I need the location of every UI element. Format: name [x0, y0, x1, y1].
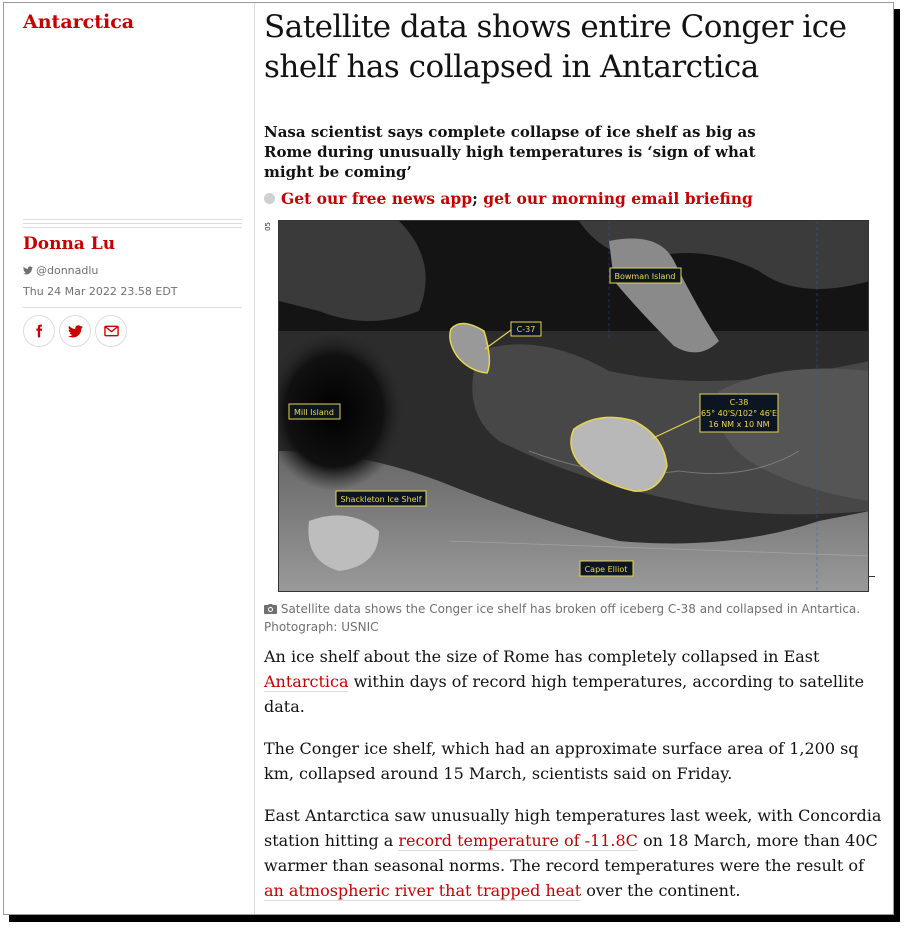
paragraph: The Conger ice shelf, which had an approximate surface area of 1,200 sq km, collapsed around 15 March, scientists said on Friday.	[264, 739, 859, 783]
divider	[23, 307, 242, 308]
svg-text:65° 40'S/102° 46'E: 65° 40'S/102° 46'E	[700, 409, 778, 418]
caption-text: Satellite data shows the Conger ice shelf has broken off iceberg C-38 and collapsed in Antartica.	[280, 602, 861, 616]
bullet-icon	[264, 193, 275, 204]
image-caption	[264, 600, 889, 636]
label-bowman-island	[610, 268, 681, 283]
facebook-icon	[32, 324, 46, 338]
headline: Satellite data shows entire Conger ice shelf has collapsed in Antarctica	[264, 9, 847, 85]
twitter-icon	[68, 325, 83, 338]
svg-text:C-37: C-37	[516, 325, 536, 334]
section-link[interactable]: Antarctica	[23, 11, 135, 33]
satellite-map	[279, 221, 869, 592]
satellite-image[interactable]	[278, 220, 869, 592]
author-name[interactable]: Donna Lu	[23, 234, 116, 254]
twitter-handle-text: @donnadlu	[36, 264, 99, 277]
svg-text:Cape Elliot: Cape Elliot	[584, 565, 628, 574]
share-twitter-button[interactable]	[59, 315, 91, 347]
atmospheric-river-link[interactable]: an atmospheric river that trapped heat	[264, 881, 582, 900]
meta-divider	[23, 219, 242, 231]
app-promo	[264, 189, 753, 208]
svg-text:Shackleton Ice Shelf: Shackleton Ice Shelf	[340, 495, 422, 504]
twitter-handle[interactable]	[23, 264, 98, 277]
news-app-link[interactable]: Get our free news app	[281, 189, 473, 208]
label-c38	[700, 394, 778, 432]
promo-separator: ;	[472, 189, 478, 208]
share-buttons	[23, 315, 127, 347]
twitter-bird-icon	[23, 266, 33, 275]
paragraph: An ice shelf about the size of Rome has completely collapsed in East Antarctica within days of record high temperatures, according to satellite data.	[264, 647, 865, 716]
svg-text:Mill Island: Mill Island	[294, 408, 334, 417]
email-icon	[104, 325, 119, 337]
share-facebook-button[interactable]	[23, 315, 55, 347]
image-tick-mark	[869, 576, 875, 577]
share-email-button[interactable]	[95, 315, 127, 347]
photo-credit: Photograph: USNIC	[264, 620, 379, 634]
image-side-label: 05	[264, 222, 272, 231]
svg-text:Bowman Island: Bowman Island	[614, 272, 676, 281]
article-page	[3, 2, 894, 915]
camera-icon	[264, 604, 277, 614]
meta-column	[4, 3, 254, 914]
article-body	[264, 644, 884, 915]
email-briefing-link[interactable]: get our morning email briefing	[483, 189, 753, 208]
standfirst: Nasa scientist says complete collapse of ice shelf as big as Rome during unusually high temperatures is ‘sign of what might be coming’	[264, 123, 756, 181]
antarctica-link[interactable]: Antarctica	[264, 672, 349, 691]
svg-text:16 NM x 10 NM: 16 NM x 10 NM	[708, 420, 770, 429]
label-cape-elliot	[580, 561, 633, 576]
label-c37	[511, 322, 541, 336]
column-divider	[254, 3, 255, 914]
paragraph: East Antarctica saw unusually high temperatures last week, with Concordia station hitting a record temperature of -11.8C on 18 March, more than 40C warmer than seasonal norms. The record temperatures were the result of an atmospheric river that trapped heat over the continent.	[264, 806, 882, 900]
record-temperature-link[interactable]: record temperature of -11.8C	[398, 831, 638, 850]
publish-date: Thu 24 Mar 2022 23.58 EDT	[23, 285, 178, 298]
label-shackleton	[336, 491, 426, 506]
svg-text:C-38: C-38	[729, 398, 749, 407]
label-mill-island	[289, 404, 340, 419]
